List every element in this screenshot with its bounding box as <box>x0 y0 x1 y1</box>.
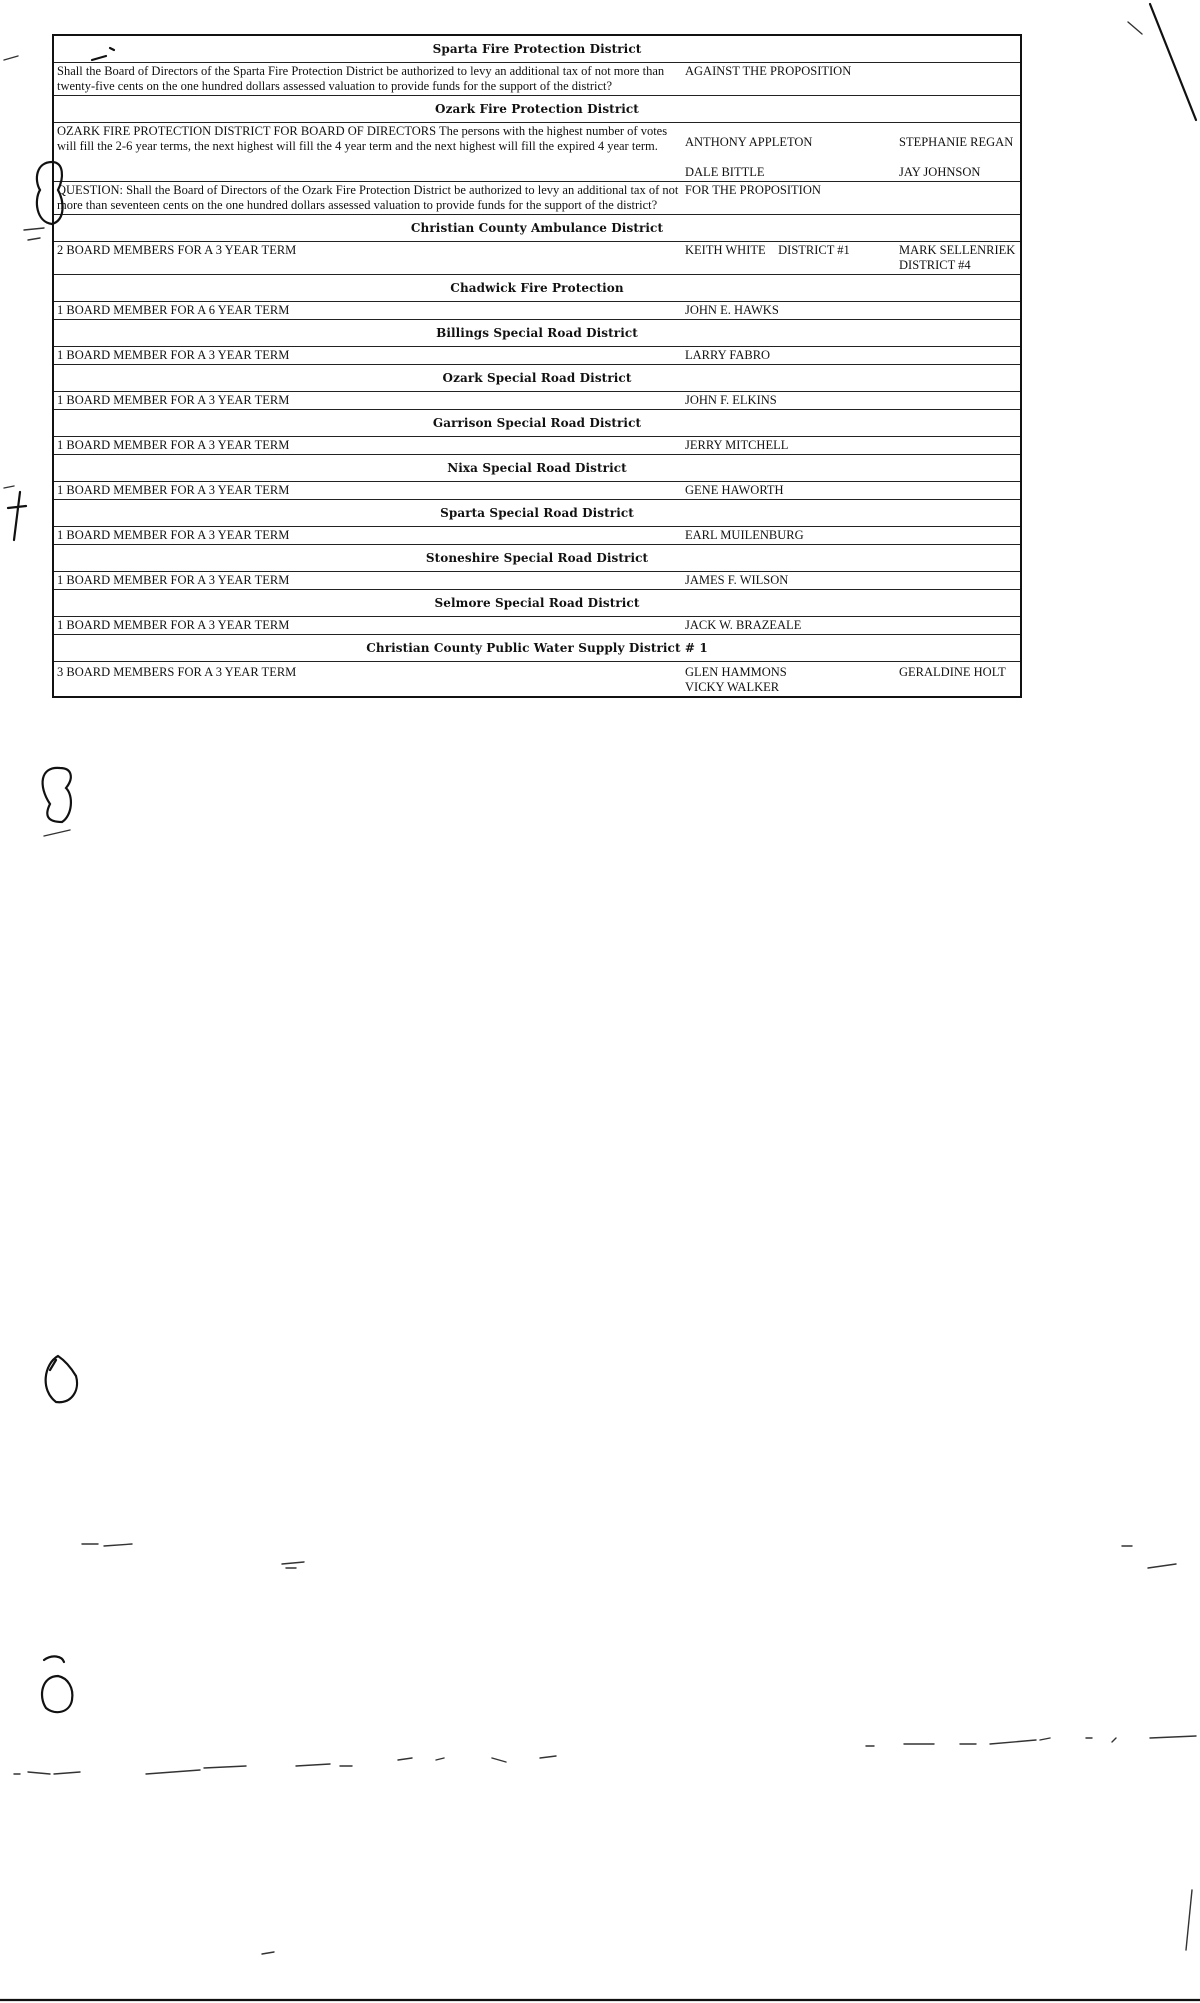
candidate-cell: JOHN E. HAWKS <box>682 302 896 320</box>
stray-mark <box>4 486 14 488</box>
candidate-cell: EARL MUILENBURG <box>682 527 896 545</box>
page-edge-line <box>1150 4 1196 120</box>
section-heading-row <box>53 635 1021 662</box>
stray-mark <box>4 56 18 60</box>
section-heading: Christian County Public Water Supply District # 1 <box>53 635 1021 662</box>
row-description: 3 BOARD MEMBERS FOR A 3 YEAR TERM <box>53 662 682 698</box>
candidate-cell: GERALDINE HOLT <box>896 662 1021 698</box>
candidate-cell <box>896 527 1021 545</box>
ballot-row <box>53 527 1021 545</box>
candidate-cell <box>896 572 1021 590</box>
candidate-cell <box>682 662 896 698</box>
ballot-row <box>53 302 1021 320</box>
ballot-table <box>52 34 1022 698</box>
row-description: 1 BOARD MEMBER FOR A 3 YEAR TERM <box>53 347 682 365</box>
ballot-row <box>53 437 1021 455</box>
stray-mark <box>1128 22 1142 34</box>
candidate-name: STEPHANIE REGAN <box>899 135 1014 149</box>
row-description: 1 BOARD MEMBER FOR A 3 YEAR TERM <box>53 482 682 500</box>
candidate-cell: AGAINST THE PROPOSITION <box>682 63 896 96</box>
ballot-row <box>53 242 1021 275</box>
row-description: Shall the Board of Directors of the Sparta Fire Protection District be authorized to levy an additional tax of not more than twenty-five cents on the one hundred dollars assessed valuation to provide funds for the support of the district? <box>53 63 682 96</box>
candidate-cell <box>896 617 1021 635</box>
section-heading: Ozark Special Road District <box>53 365 1021 392</box>
ballot-row <box>53 347 1021 365</box>
ballot-row <box>53 63 1021 96</box>
hole-punch-mark <box>44 1656 64 1662</box>
candidate-name: JAY JOHNSON <box>899 165 981 179</box>
section-heading: Sparta Fire Protection District <box>53 35 1021 63</box>
section-heading: Sparta Special Road District <box>53 500 1021 527</box>
candidate-name: GLEN HAMMONS <box>685 665 787 679</box>
candidate-cell <box>896 182 1021 215</box>
candidate-cell: JAMES F. WILSON <box>682 572 896 590</box>
stray-mark <box>866 1738 1050 1746</box>
ballot-row <box>53 123 1021 182</box>
row-description: 1 BOARD MEMBER FOR A 3 YEAR TERM <box>53 437 682 455</box>
row-description: QUESTION: Shall the Board of Directors of the Ozark Fire Protection District be authorized to levy an additional tax of not more than seventeen cents on the one hundred dollars assessed valuation to provide funds for the support of the district? <box>53 182 682 215</box>
stray-mark <box>296 1764 352 1766</box>
section-heading: Christian County Ambulance District <box>53 215 1021 242</box>
section-heading: Stoneshire Special Road District <box>53 545 1021 572</box>
stray-mark <box>1086 1736 1196 1742</box>
hole-punch-mark <box>43 768 71 822</box>
section-heading: Nixa Special Road District <box>53 455 1021 482</box>
row-description: 1 BOARD MEMBER FOR A 3 YEAR TERM <box>53 527 682 545</box>
section-heading-row <box>53 35 1021 63</box>
candidate-cell <box>896 302 1021 320</box>
candidate-name: DALE BITTLE <box>685 165 765 179</box>
section-heading-row <box>53 215 1021 242</box>
candidate-cell <box>896 242 1021 275</box>
candidate-cell <box>896 347 1021 365</box>
section-heading: Selmore Special Road District <box>53 590 1021 617</box>
candidate-cell: JERRY MITCHELL <box>682 437 896 455</box>
candidate-cell: FOR THE PROPOSITION <box>682 182 896 215</box>
candidate-cell: JACK W. BRAZEALE <box>682 617 896 635</box>
candidate-cell <box>896 392 1021 410</box>
ballot-row <box>53 482 1021 500</box>
stray-mark <box>1186 1890 1192 1950</box>
ballot-row <box>53 572 1021 590</box>
ballot-row <box>53 662 1021 698</box>
section-heading-row <box>53 275 1021 302</box>
candidate-name: ANTHONY APPLETON <box>685 135 813 149</box>
section-heading-row <box>53 96 1021 123</box>
ballot-row <box>53 182 1021 215</box>
candidate-cell: KEITH WHITE DISTRICT #1 <box>682 242 896 275</box>
section-heading: Garrison Special Road District <box>53 410 1021 437</box>
row-description: 2 BOARD MEMBERS FOR A 3 YEAR TERM <box>53 242 682 275</box>
candidate-cell <box>896 63 1021 96</box>
row-description: 1 BOARD MEMBER FOR A 3 YEAR TERM <box>53 392 682 410</box>
stray-mark <box>146 1766 246 1774</box>
section-heading-row <box>53 320 1021 347</box>
hole-punch-mark <box>42 1676 72 1712</box>
candidate-name: MARK SELLENRIEK <box>899 243 1016 257</box>
section-heading-row <box>53 590 1021 617</box>
candidate-cell <box>682 123 896 182</box>
section-heading-row <box>53 410 1021 437</box>
stray-mark <box>398 1756 556 1762</box>
stray-mark <box>1122 1546 1176 1568</box>
stray-mark <box>14 1772 80 1774</box>
section-heading: Ozark Fire Protection District <box>53 96 1021 123</box>
stray-mark <box>282 1562 304 1568</box>
stray-mark <box>24 228 44 240</box>
candidate-cell <box>896 482 1021 500</box>
section-heading-row <box>53 455 1021 482</box>
stray-mark <box>8 492 26 540</box>
stray-mark <box>262 1952 274 1954</box>
row-description: OZARK FIRE PROTECTION DISTRICT FOR BOARD OF DIRECTORS The persons with the highest number of votes will fill the 2-6 year terms, the next highest will fill the 4 year term and the next highest will fill the expired 4 year term. <box>53 123 682 182</box>
row-description: 1 BOARD MEMBER FOR A 6 YEAR TERM <box>53 302 682 320</box>
stray-mark <box>44 830 70 836</box>
candidate-district: DISTRICT #4 <box>899 258 971 272</box>
stray-mark <box>82 1544 132 1546</box>
candidate-cell: JOHN F. ELKINS <box>682 392 896 410</box>
hole-punch-mark <box>46 1356 77 1402</box>
candidate-cell <box>896 123 1021 182</box>
section-heading-row <box>53 500 1021 527</box>
candidate-cell <box>896 437 1021 455</box>
row-description: 1 BOARD MEMBER FOR A 3 YEAR TERM <box>53 617 682 635</box>
section-heading: Billings Special Road District <box>53 320 1021 347</box>
ballot-row <box>53 392 1021 410</box>
candidate-cell: GENE HAWORTH <box>682 482 896 500</box>
candidate-name: VICKY WALKER <box>685 680 780 694</box>
section-heading-row <box>53 365 1021 392</box>
candidate-cell: LARRY FABRO <box>682 347 896 365</box>
ballot-row <box>53 617 1021 635</box>
section-heading: Chadwick Fire Protection <box>53 275 1021 302</box>
section-heading-row <box>53 545 1021 572</box>
row-description: 1 BOARD MEMBER FOR A 3 YEAR TERM <box>53 572 682 590</box>
